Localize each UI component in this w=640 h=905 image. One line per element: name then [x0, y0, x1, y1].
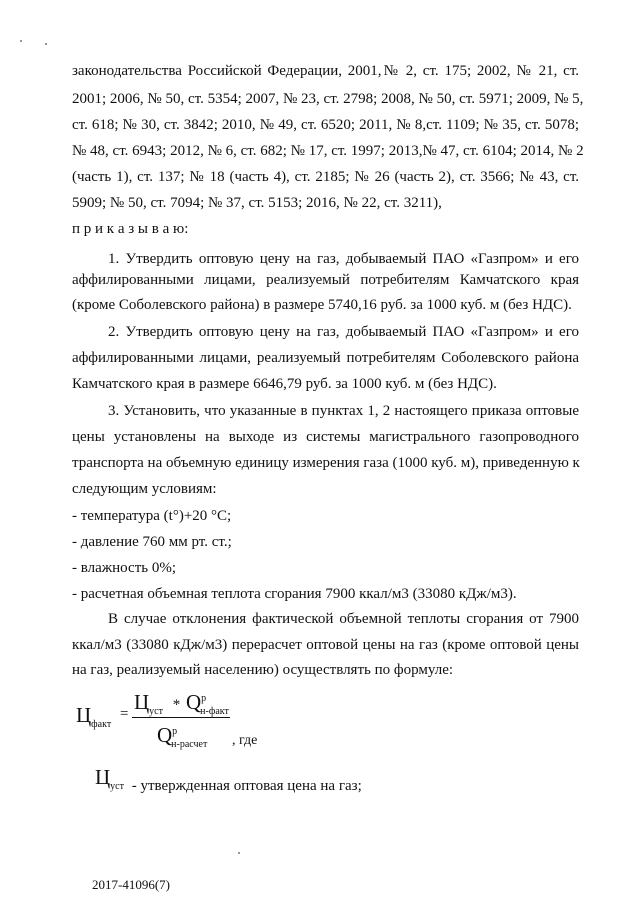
item1-line: (кроме Соболевского района) в размере 5740,16 руб. за 1000 куб. м (без НДС).: [72, 297, 572, 313]
preamble-line: законодательства Российской Федерации, 2001,№ 2, ст. 175; 2002, № 21, ст.: [72, 63, 579, 79]
scan-speck: [20, 40, 22, 42]
item3-line: цены установлены на выходе из системы магистрального газопроводного: [72, 429, 579, 445]
definition-symbol: Ц: [95, 765, 111, 789]
condition-item: - расчетная объемная теплота сгорания 7900 ккал/м3 (33080 кДж/м3).: [72, 586, 517, 602]
formula-numerator: $Ц_{уст} * Q^р_{н-факт}$: [134, 690, 229, 717]
condition-item: - влажность 0%;: [72, 560, 177, 576]
item3-line: 3. Установить, что указанные в пунктах 1, 2 настоящего приказа оптовые: [108, 403, 579, 419]
deviation-line: В случае отклонения фактической объемной теплоты сгорания от 7900: [108, 611, 579, 627]
definition-symbol-sub: уст: [110, 781, 124, 792]
definition-text: - утвержденная оптовая цена на газ;: [131, 778, 362, 794]
formula-where: , где: [232, 733, 258, 748]
scan-speck: [45, 43, 47, 45]
preamble-line: № 48, ст. 6943; 2012, № 6, ст. 682; № 17, ст. 1997; 2013,№ 47, ст. 6104; 2014, № 2: [72, 143, 584, 159]
condition-item: - температура (t°)+20 °С;: [72, 508, 232, 524]
preamble-line: 5909; № 50, ст. 7094; № 37, ст. 5153; 2016, № 22, ст. 3211),: [72, 195, 442, 211]
item2-line: Камчатского края в размере 6646,79 руб. за 1000 куб. м (без НДС).: [72, 376, 497, 392]
preamble-line: 2001; 2006, № 50, ст. 5354; 2007, № 23, ст. 2798; 2008, № 50, ст. 5971; 2009, № 5,: [72, 91, 584, 107]
item3-line: транспорта на объемную единицу измерения газа (1000 куб. м), приведенную к: [72, 455, 580, 471]
item1-line: 1. Утвердить оптовую цену на газ, добываемый ПАО «Газпром» и его: [108, 251, 579, 267]
deviation-line: ккал/м3 (33080 кДж/м3) перерасчет оптовой цены на газ (кроме оптовой цены: [72, 637, 579, 653]
document-number: 2017-41096(7): [92, 877, 170, 892]
item2-line: 2. Утвердить оптовую цену на газ, добываемый ПАО «Газпром» и его: [108, 324, 579, 340]
scan-speck: [238, 852, 240, 854]
formula-lhs: $Ц_{факт}$: [76, 703, 112, 730]
definition: [95, 765, 362, 794]
formula-equals: =: [120, 706, 129, 722]
formula-denominator: $Q^р_{н-расчет}$: [157, 723, 208, 750]
condition-item: - давление 760 мм рт. ст.;: [72, 534, 232, 550]
preamble-line: (часть 1), ст. 137; № 18 (часть 4), ст. 2185; № 26 (часть 2), ст. 3566; № 43, ст.: [72, 169, 579, 185]
prikazyvayu: п р и к а з ы в а ю:: [72, 221, 189, 237]
item3-line: следующим условиям:: [72, 481, 217, 497]
deviation-line: на газ, реализуемый населению) осуществлять по формуле:: [72, 662, 454, 678]
item2-line: аффилированными лицами, реализуемый потребителям Соболевского района: [72, 350, 579, 366]
item1-line: аффилированными лицами, реализуемый потребителям Камчатского края: [72, 272, 579, 288]
fraction-bar: [132, 717, 230, 718]
preamble-line: ст. 618; № 30, ст. 3842; 2010, № 49, ст. 6520; 2011, № 8,ст. 1109; № 35, ст. 5078;: [72, 117, 579, 133]
formula-lhs-sub: факт: [91, 719, 112, 730]
